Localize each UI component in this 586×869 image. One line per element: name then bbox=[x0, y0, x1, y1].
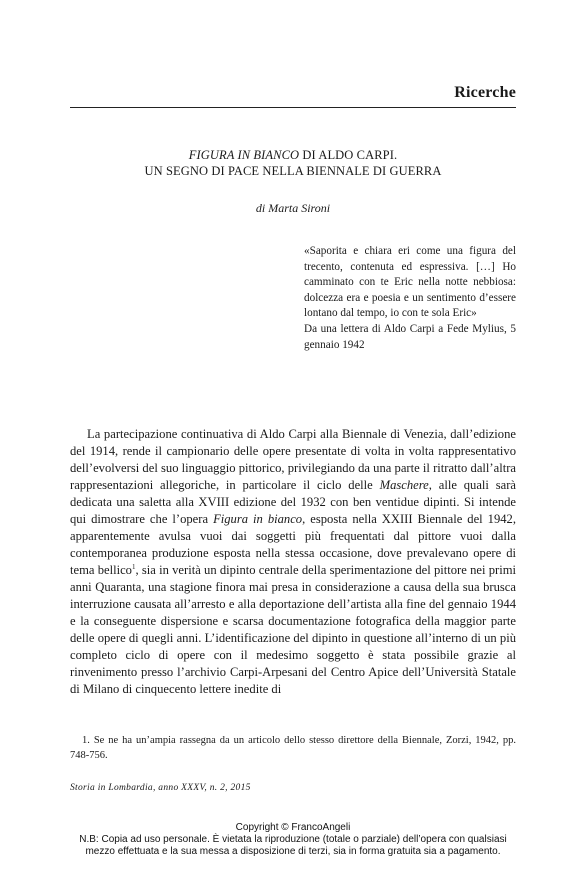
body-text-part: , esposta nella XXIII Biennale del 1942, apparentemente avulsa vuoi dai soggetti più frequentati dal pittore vuoi dalla contemporanea produzione esposta nella stessa occasione, dove prevalevano opere di tema bellico bbox=[70, 512, 517, 577]
body-text-part: , alle quali sarà dedicata una saletta alla XVIII edizione del 1932 con ben ventidue dipinti. Si intende qui dimostrare che l’opera bbox=[70, 478, 516, 526]
header-rule bbox=[70, 107, 516, 108]
footnote-ref[interactable]: 1 bbox=[131, 562, 136, 571]
article-subtitle: UN SEGNO DI PACE NELLA BIENNALE DI GUERRA bbox=[144, 164, 442, 178]
journal-line: Storia in Lombardia, anno XXXV, n. 2, 2015 bbox=[70, 783, 251, 793]
article-title-rest: DI ALDO CARPI. bbox=[299, 148, 398, 162]
copyright-line: Copyright © FrancoAngeli bbox=[235, 822, 351, 833]
italic-maschere: Maschere bbox=[379, 478, 429, 492]
copyright-note-line: mezzo effettuata e la sua messa a disposizione di terzi, sia in forma gratuita sia a pagamento. bbox=[85, 846, 501, 857]
section-title: Ricerche bbox=[454, 84, 516, 101]
footnote bbox=[70, 734, 516, 763]
epigraph bbox=[304, 244, 516, 353]
article-title-italic: FIGURA IN BIANCO bbox=[188, 148, 300, 162]
body-text bbox=[70, 426, 516, 698]
epigraph-quote: «Saporita e chiara eri come una figura del trecento, contenuta ed espressiva. […] Ho camminato con te Eric nella notte nebbiosa: dolcezza era e poesia e un sentimento d’essere lontano dal tempo, io con te sola Eric» bbox=[304, 245, 516, 320]
article-author: di Marta Sironi bbox=[255, 201, 331, 215]
copyright-note-line: N.B: Copia ad uso personale. È vietata la riproduzione (totale o parziale) dell’opera con qualsiasi bbox=[79, 834, 507, 845]
italic-figura-in-bianco: Figura in bianco bbox=[213, 512, 303, 526]
body-text-part: La partecipazione continuativa di Aldo Carpi alla Biennale di Venezia, dall’edizione del 1914, rende il campionario delle opere presentate di volta in volta rappresentativo dell’evolversi del suo linguaggio pittorico, privilegiando da una parte il ritratto dall’altra rappresentazioni allegoriche, in particolare il ciclo delle bbox=[70, 427, 516, 492]
article-title bbox=[70, 148, 516, 163]
footnote-text: 1. Se ne ha un’ampia rassegna da un articolo dello stesso direttore della Biennale, Zorzi, 1942, pp. 748-756. bbox=[70, 735, 516, 761]
body-paragraph bbox=[70, 426, 516, 698]
body-text-part: , sia in verità un dipinto centrale della sperimentazione del pittore nei primi anni Quaranta, una stagione finora mai presa in considerazione a causa della sua brusca interruzione causata all’arresto e alla deportazione dell’artista alla fine del gennaio 1944 e la conseguente dispersione e scarsa documentazione fotografica della maggior parte delle opere di quegli anni. L’identificazione del dipinto in questione all’interno di un più completo ciclo di opere con il medesimo soggetto è stata possibile grazie al rinvenimento presso l’archivio Carpi-Arpesani del Centro Apice dell’Università Statale di Milano di cinquecento lettere inedite di bbox=[70, 563, 516, 696]
copyright-notice bbox=[0, 822, 586, 858]
epigraph-source: Da una lettera di Aldo Carpi a Fede Mylius, 5 gennaio 1942 bbox=[304, 322, 516, 351]
